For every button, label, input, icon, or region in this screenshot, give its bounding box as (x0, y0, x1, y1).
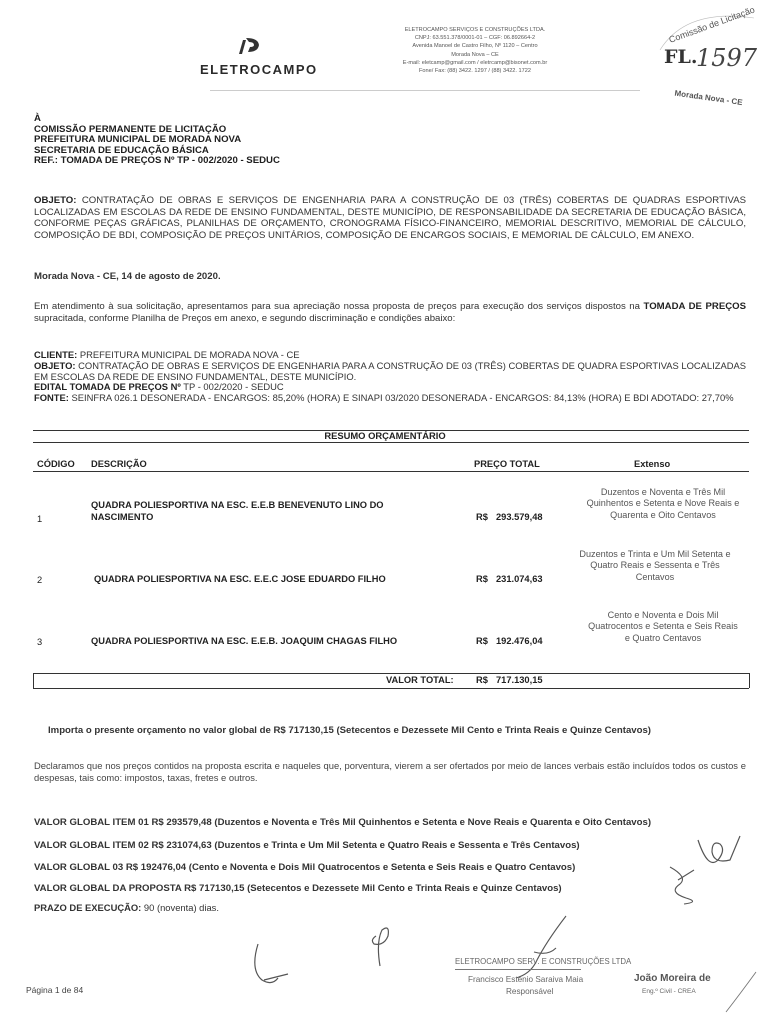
signature-name: Francisco Estênio Saraiva Maia (468, 975, 584, 984)
prazo-label: PRAZO DE EXECUÇÃO: (34, 902, 142, 913)
date-line: Morada Nova - CE, 14 de agosto de 2020. (34, 271, 221, 282)
company-phone: Fone/ Fax: (88) 3422. 1297 / (88) 3422. 1722 (419, 68, 531, 75)
row-code: 3 (37, 637, 43, 647)
objeto-text: CONTRATAÇÃO DE OBRAS E SERVIÇOS DE ENGENHARIA PARA A CONSTRUÇÃO DE 03 (TRÊS) COBERTAS DE QUADRAS ESPORTIVAS LOCALIZADAS EM ESCOLAS DA REDE DE ENSINO FUNDAMENTAL, DESTE MUNICÍPIO, DE RESPONSABILIDADE DA SECRETARIA DE EDUCAÇÃO BÁSICA, CONFORME PEÇAS GRÁFICAS, PLANILHAS DE ORÇAMENTO, CRONOGRAMA FÍSICO-FINANCEIRO, MEMORIAL DESCRITIVO, MEMORIAL DE CÁLCULO, COMPOSIÇÃO DE BDI, COMPOSIÇÃO DE PREÇOS UNITÁRIOS, COMPOSIÇÃO DE ENCARGOS SOCIAIS, E MEMORIAL DE CÁLCULO, EM ANEXO. (34, 195, 746, 241)
item-value-line: VALOR GLOBAL ITEM 01 R$ 293579,48 (Duzentos e Noventa e Três Mil Quinhentos e Setenta e Nove Reais e Quarenta e Oito Centavos) (34, 817, 652, 828)
addressee-to: À (34, 113, 41, 124)
row-description: QUADRA POLIESPORTIVA NA ESC. E.E.C JOSE EDUARDO FILHO (94, 574, 386, 584)
prazo-line (34, 902, 219, 913)
column-header-extenso: Extenso (634, 459, 671, 469)
column-header-description: DESCRIÇÃO (91, 459, 147, 469)
handwritten-signature (248, 940, 298, 990)
addressee-line: SECRETARIA DE EDUCAÇÃO BÁSICA (34, 144, 209, 156)
cliente-value: PREFEITURA MUNICIPAL DE MORADA NOVA - CE (79, 349, 300, 360)
row-description: QUADRA POLIESPORTIVA NA ESC. E.E.B. JOAQUIM CHAGAS FILHO (91, 636, 398, 646)
signature-role: Responsável (506, 987, 554, 996)
intro-bold: TOMADA DE PREÇOS (643, 301, 747, 312)
stamp-folio-number: 1597 (696, 44, 758, 72)
handwritten-signature (496, 912, 576, 982)
logo-mark-icon (233, 34, 263, 56)
column-header-price: PREÇO TOTAL (474, 459, 540, 469)
extenso-line: Quinhentos e Setenta e Nove Reais e (586, 498, 740, 509)
extenso-line: Quatro Reais e Sessenta e Três (590, 560, 720, 571)
fonte-label: FONTE: (34, 392, 69, 404)
edital-label: EDITAL TOMADA DE PREÇOS Nº (34, 381, 181, 393)
total-label: VALOR TOTAL: (386, 675, 454, 685)
extenso-line: e Quatro Centavos (624, 632, 702, 643)
company-name: ELETROCAMPO SERVIÇOS E CONSTRUÇÕES LTDA. (404, 27, 546, 33)
total-bottom-rule (33, 688, 749, 689)
total-currency: R$ (476, 675, 488, 685)
row-extenso (568, 487, 758, 521)
row-code: 1 (37, 514, 43, 524)
row-description-cont: NASCIMENTO (91, 512, 154, 522)
fonte-line (34, 393, 746, 404)
table-title-rule (33, 442, 749, 443)
signature-company: ELETROCAMPO SERV. E CONSTRUÇÕES LTDA (455, 957, 632, 966)
signature-line (455, 969, 581, 970)
row-description: QUADRA POLIESPORTIVA NA ESC. E.E.B BENEVENUTO LINO DO (91, 500, 384, 510)
handwritten-signature (362, 922, 402, 972)
intro-text: Em atendimento à sua solicitação, apresentamos para sua apreciação nossa proposta de preços para execução dos serviços dispostos na (34, 301, 640, 312)
handwritten-signature (720, 970, 760, 1015)
stamp-city-text: Morada Nova - CE (674, 88, 744, 108)
extenso-line: Duzentos e Trinta e Um Mil Setenta e (579, 549, 731, 559)
client-objeto-label: OBJETO: (34, 359, 76, 371)
row-currency: R$ (476, 512, 488, 522)
addressee-block (34, 114, 280, 167)
stamp-folio-label: FL. (664, 46, 698, 68)
fonte-value: SEINFRA 026.1 DESONERADA - ENCARGOS: 85,20% (HORA) E SINAPI 03/2020 DESONERADA - ENCARGOS: 84,13% (HORA) E BDI ADOTADO: 27,70% (71, 392, 734, 404)
client-objeto-value: CONTRATAÇÃO DE OBRAS E SERVIÇOS DE ENGENHARIA PARA A CONSTRUÇÃO DE 03 (TRÊS) COBERTAS DE QUADRA ESPORTIVAS LOCALIZADAS EM ESCOLAS DA REDE DE ENSINO FUNDAMENTAL, DESTE MUNICÍPIO. (34, 359, 746, 382)
prazo-value: 90 (noventa) dias. (143, 902, 219, 913)
cliente-label: CLIENTE: (34, 349, 78, 360)
item-value-line: VALOR GLOBAL ITEM 02 R$ 231074,63 (Duzentos e Trinta e Um Mil Setenta e Quatro Reais e Sessenta e Três Centavos) (34, 840, 580, 851)
page-number: Página 1 de 84 (26, 985, 84, 995)
addressee-line: COMISSÃO PERMANENTE DE LICITAÇÃO (34, 123, 227, 135)
company-address: Avenida Manoel de Castro Filho, Nº 1120 – Centro (412, 43, 538, 50)
item-value-line: VALOR GLOBAL 03 R$ 192476,04 (Cento e Noventa e Dois Mil Quatrocentos e Setenta e Seis Reais e Quatro Centavos) (34, 862, 576, 873)
engineer-role: Eng.º Civil - CREA (642, 988, 696, 995)
declaration-paragraph: Declaramos que nos preços contidos na proposta escrita e naqueles que, porventura, vierem a ser ofertados por meio de lances verbais estão incluídos todos os custos e despesas, tais como: impostos, taxas, fretes e outros. (34, 760, 746, 783)
column-header-code: CÓDIGO (37, 459, 75, 469)
import-line: Importa o presente orçamento no valor global de R$ 717130,15 (Setecentos e Dezessete Mil Cento e Trinta Reais e Quinze Centavos) (48, 725, 652, 736)
row-code: 2 (37, 575, 43, 585)
extenso-line: Cento e Noventa e Dois Mil (607, 610, 719, 620)
company-cnpj: CNPJ: 63.551.378/0001-01 – CGF: 06.892664-2 (414, 35, 536, 42)
total-left-rule (33, 673, 34, 688)
row-price: 293.579,48 (496, 512, 543, 522)
intro-text-2: supracitada, conforme Planilha de Preços em anexo, e segundo discriminação e condições abaixo: (34, 312, 456, 324)
company-info (370, 26, 580, 75)
client-objeto-line (34, 361, 746, 383)
extenso-line: Centavos (635, 571, 675, 582)
addressee-line: PREFEITURA MUNICIPAL DE MORADA NOVA (34, 134, 242, 145)
total-top-rule (33, 673, 749, 674)
intro-paragraph (34, 301, 746, 324)
proposal-total-line: VALOR GLOBAL DA PROPOSTA R$ 717130,15 (Setecentos e Dezessete Mil Cento e Trinta Reais e Quinze Centavos) (34, 883, 562, 894)
company-email: E-mail: eletcamp@gmail.com / eletrcamp@bisonet.com.br (402, 59, 548, 66)
company-city: Morada Nova – CE (451, 51, 499, 58)
row-extenso (568, 610, 758, 644)
edital-value: TP - 002/2020 - SEDUC (183, 381, 284, 393)
row-price: 192.476,04 (496, 636, 543, 646)
header-divider (210, 90, 640, 91)
extenso-line: Quarenta e Oito Centavos (610, 509, 716, 520)
row-price: 231.074,63 (496, 574, 543, 584)
row-currency: R$ (476, 574, 488, 584)
total-value: 717.130,15 (496, 675, 543, 685)
extenso-line: Duzentos e Noventa e Três Mil (600, 487, 726, 497)
stamp-arc-text: Comissão de Licitação (667, 4, 757, 45)
total-right-rule (749, 673, 750, 688)
company-logo-text: ELETROCAMPO (200, 62, 318, 77)
objeto-label: OBJETO: (34, 195, 77, 206)
row-currency: R$ (476, 636, 488, 646)
header-rule (33, 471, 749, 472)
row-extenso (560, 549, 750, 583)
table-title: RESUMO ORÇAMENTÁRIO (324, 430, 446, 441)
logo-tagline (205, 77, 207, 82)
reference-line: REF.: TOMADA DE PREÇOS Nº TP - 002/2020 - SEDUC (34, 155, 280, 166)
extenso-line: Quatrocentos e Setenta e Seis Reais (588, 621, 738, 632)
initials-signature (660, 862, 710, 907)
objeto-paragraph (34, 195, 746, 241)
client-block (34, 350, 746, 404)
engineer-name: João Moreira de (634, 973, 711, 984)
